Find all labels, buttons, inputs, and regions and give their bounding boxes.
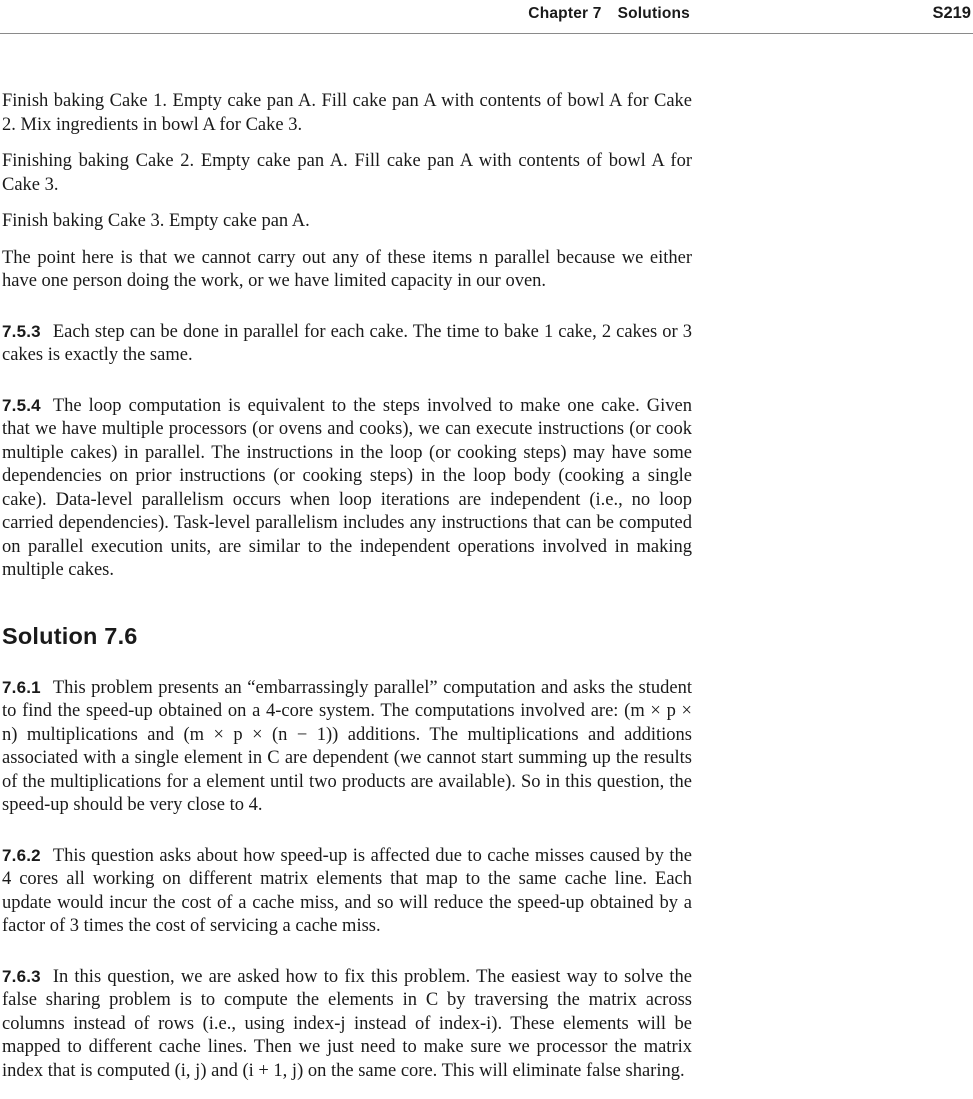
paragraph-point: The point here is that we cannot carry out any of these items n parallel because we either have one person doing the work, or we have limited capacity in our oven. — [2, 247, 692, 291]
content — [2, 90, 692, 1083]
section-label: 7.6.3 — [2, 966, 41, 986]
paragraph-cake2: Finishing baking Cake 2. Empty cake pan A. Fill cake pan A with contents of bowl A for Cake 3. — [2, 151, 692, 195]
paragraph-cake1: Finish baking Cake 1. Empty cake pan A. Fill cake pan A with contents of bowl A for Cake 2. Mix ingredients in bowl A for Cake 3. — [2, 91, 692, 135]
section-label: 7.6.2 — [2, 845, 41, 865]
section-text: In this question, we are asked how to fix this problem. The easiest way to solve the false sharing problem is to compute the elements in C by traversing the matrix across columns instead of rows (i.e., using index-j instead of index-i). These elements will be mapped to different cache lines. Then we just need to make sure we processor the matrix index that is computed (i, j) and (i + 1, j) on the same core. This will eliminate false sharing. — [2, 966, 692, 1081]
section-label-header: Solutions — [617, 5, 690, 22]
section-text: The loop computation is equivalent to the steps involved to make one cake. Given that we have multiple processors (or ovens and cooks), we can execute instructions (or cook multiple cakes) in parallel. The instructions in the loop (or cooking steps) may have some dependencies on prior instructions (or cooking steps) in the loop body (cooking a single cake). Data-level parallelism occurs when loop iterations are independent (i.e., no loop carried dependencies). Task-level parallelism includes any instructions that can be computed on parallel execution units, are similar to the independent operations involved in making multiple cakes. — [2, 395, 692, 580]
section-label: 7.6.1 — [2, 677, 41, 697]
section-text: This problem presents an “embarrassingly parallel” computation and asks the student to find the speed-up obtained on a 4-core system. The computations involved are: (m × p × n) multiplications and (m × p × (n − 1)) additions. The multiplications and additions associated with a single element in C are dependent (we cannot start summing up the results of the multiplications for a element until two products are available). So in this question, the speed-up should be very close to 4. — [2, 677, 692, 815]
solution-7-5-3 — [2, 320, 692, 368]
page-number: S219 — [932, 4, 971, 22]
section-label: 7.5.3 — [2, 321, 41, 341]
running-head — [528, 5, 690, 23]
section-text: This question asks about how speed-up is affected due to cache misses caused by the 4 cores all working on different matrix elements that map to the same cache line. Each update would incur the cost of a cache miss, and so will reduce the speed-up obtained by a factor of 3 times the cost of servicing a cache miss. — [2, 845, 692, 936]
section-heading-solution-7-6: Solution 7.6 — [2, 622, 138, 649]
solution-7-5-4 — [2, 394, 692, 583]
page-header — [0, 0, 973, 34]
solution-7-6-2 — [2, 844, 692, 939]
paragraph-cake3: Finish baking Cake 3. Empty cake pan A. — [2, 211, 310, 231]
solution-7-6-1 — [2, 676, 692, 818]
solution-7-6-3 — [2, 965, 692, 1084]
section-label: 7.5.4 — [2, 395, 41, 415]
chapter-label: Chapter 7 — [528, 5, 602, 22]
section-text: Each step can be done in parallel for each cake. The time to bake 1 cake, 2 cakes or 3 cakes is exactly the same. — [2, 321, 692, 365]
